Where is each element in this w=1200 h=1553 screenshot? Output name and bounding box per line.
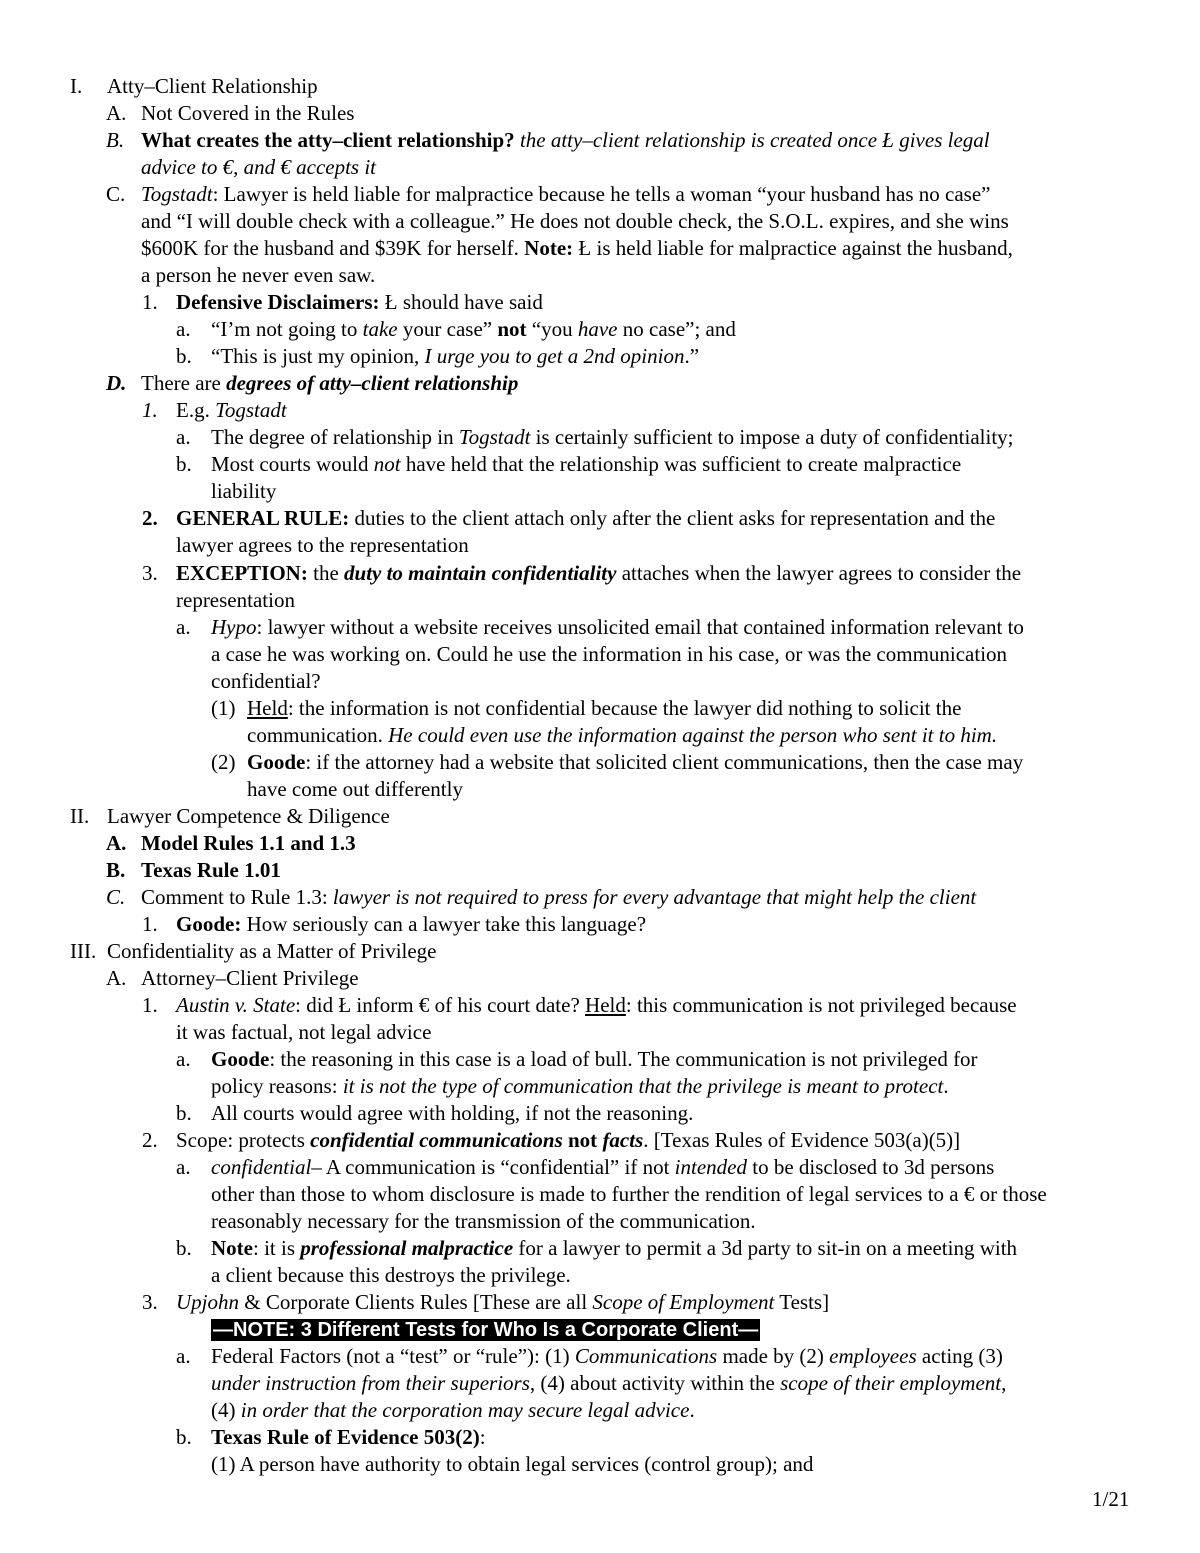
text-run: no case”; and xyxy=(617,317,736,341)
text-run: – A communication is “confidential” if not xyxy=(311,1155,675,1179)
text-run: a client because this destroys the privilege. xyxy=(211,1263,571,1287)
text-run: (1) A person have authority to obtain legal services (control group); and xyxy=(211,1452,814,1476)
text-run: attaches when the lawyer agrees to consider the xyxy=(616,561,1022,585)
outline-marker: (1) xyxy=(211,696,236,720)
text-run: Attorney–Client Privilege xyxy=(141,966,359,990)
outline-text xyxy=(211,614,1024,641)
outline-marker: 3. xyxy=(142,1290,158,1314)
outline-marker: a. xyxy=(176,615,191,639)
text-run: confidential xyxy=(211,1155,312,1179)
outline-text xyxy=(141,235,1013,262)
text-run: Tests] xyxy=(774,1290,830,1314)
text-run: in order that the corporation may secure legal advice xyxy=(240,1398,690,1422)
text-run: : the information is not confidential because the lawyer did nothing to solicit the xyxy=(287,696,962,720)
outline-text xyxy=(211,1073,949,1100)
outline-marker: C. xyxy=(106,182,126,206)
outline-text xyxy=(141,262,375,289)
outline-text xyxy=(247,776,463,803)
text-run: GENERAL RULE: xyxy=(176,506,350,530)
text-run: Atty–Client Relationship xyxy=(107,74,318,98)
outline-text xyxy=(211,668,321,695)
text-run: Not Covered in the Rules xyxy=(141,101,355,125)
text-run: “This is just my opinion, xyxy=(211,344,425,368)
outline-marker: a. xyxy=(176,425,191,449)
outline-text xyxy=(107,73,318,100)
outline-text xyxy=(211,1046,978,1073)
text-run: and “I will double check with a colleague.” He does not double check, the S.O.L. expires, and she wins xyxy=(141,209,1009,233)
outline-marker: B. xyxy=(106,128,125,152)
outline-marker: 1. xyxy=(142,993,158,1017)
outline-text xyxy=(247,722,997,749)
text-run: How seriously can a lawyer take this language? xyxy=(241,912,647,936)
text-run: $600K for the husband and $39K for herself. xyxy=(141,236,525,260)
text-run: Defensive Disclaimers: xyxy=(176,290,380,314)
outline-text xyxy=(176,992,1017,1019)
text-run: other than those to whom disclosure is made to further the rendition of legal services to a € or those xyxy=(211,1182,1047,1206)
text-run: Texas Rule 1.01 xyxy=(141,858,281,882)
text-run: not xyxy=(568,1128,598,1152)
text-run: it was factual, not legal advice xyxy=(176,1020,432,1044)
outline-text xyxy=(176,560,1021,587)
text-run: Togstadt xyxy=(141,182,213,206)
outline-text xyxy=(176,532,469,559)
outline-text xyxy=(247,695,961,722)
text-run: What creates the atty–client relationship? xyxy=(141,128,515,152)
page-number: 1/21 xyxy=(1092,1487,1130,1511)
outline-text xyxy=(176,397,287,424)
text-run: have come out differently xyxy=(247,777,463,801)
text-run: There are xyxy=(141,371,227,395)
text-run: representation xyxy=(176,588,295,612)
outline-text xyxy=(211,1370,1006,1397)
outline-text xyxy=(141,181,990,208)
text-run: lawyer is not required to press for every advantage that might help the client xyxy=(332,885,977,909)
outline-text xyxy=(211,1343,1003,1370)
text-run: Austin v. State xyxy=(176,993,296,1017)
text-run: : lawyer without a website receives unsolicited email that contained information relevant to xyxy=(256,615,1024,639)
outline-text xyxy=(211,316,736,343)
text-run: . xyxy=(689,1398,695,1422)
text-run: advice to €, and € accepts it xyxy=(141,155,377,179)
text-run: Held xyxy=(585,993,626,1017)
text-run: the atty–client relationship is created once Ł gives legal xyxy=(519,128,990,152)
text-run: (4) xyxy=(211,1398,241,1422)
text-run: Communications xyxy=(574,1344,718,1368)
outline-text xyxy=(211,641,1007,668)
text-run: EXCEPTION: xyxy=(176,561,308,585)
text-run: degrees of atty–client relationship xyxy=(226,371,519,395)
text-run: Upjohn xyxy=(176,1290,239,1314)
outline-text xyxy=(211,1424,486,1451)
text-run: communication. xyxy=(247,723,389,747)
outline-text xyxy=(211,1208,756,1235)
text-run: it is not the type of communication that the privilege is meant to protect xyxy=(342,1074,944,1098)
outline-text xyxy=(176,505,995,532)
text-run: facts xyxy=(602,1128,644,1152)
text-run: scope of their employment xyxy=(780,1371,1002,1395)
text-run: have xyxy=(577,317,618,341)
text-run: acting (3) xyxy=(916,1344,1003,1368)
outline-marker: 1. xyxy=(142,912,158,936)
text-run: Togstadt xyxy=(215,398,287,422)
text-run: : if the attorney had a website that solicited client communications, then the case may xyxy=(305,750,1024,774)
text-run: , xyxy=(1001,1371,1007,1395)
outline-text xyxy=(141,884,976,911)
outline-marker: 2. xyxy=(142,506,158,530)
outline-text xyxy=(211,1181,1047,1208)
text-run: Ł should have said xyxy=(379,290,543,314)
outline-marker: C. xyxy=(106,885,126,909)
outline-text xyxy=(176,1289,829,1316)
outline-text xyxy=(176,289,543,316)
outline-text xyxy=(211,1235,1017,1262)
text-run: Goode: xyxy=(176,912,242,936)
outline-text xyxy=(141,100,354,127)
outline-marker: b. xyxy=(176,1101,192,1125)
text-run: I urge you to get a 2nd opinion xyxy=(424,344,685,368)
outline-text xyxy=(141,208,1009,235)
text-run: duties to the client attach only after the client asks for representation and the xyxy=(349,506,996,530)
text-run: Confidentiality as a Matter of Privilege xyxy=(107,939,437,963)
text-run: & Corporate Clients Rules [These are all xyxy=(239,1290,593,1314)
text-run: Ł is held liable for malpractice against the husband, xyxy=(573,236,1013,260)
text-run: Togstadt xyxy=(458,425,531,449)
text-run: He could even use the information against the person who sent it to him. xyxy=(388,723,998,747)
outline-text xyxy=(107,938,437,965)
text-run: to be disclosed to 3d persons xyxy=(746,1155,995,1179)
text-run: “you xyxy=(526,317,578,341)
text-run: “I’m not going to xyxy=(211,317,363,341)
outline-text xyxy=(176,911,646,938)
text-run: your case” xyxy=(397,317,498,341)
outline-text xyxy=(176,1019,431,1046)
text-run: confidential communications xyxy=(310,1128,563,1152)
outline-marker: (2) xyxy=(211,750,236,774)
text-run: a case he was working on. Could he use the information in his case, or was the communication xyxy=(211,642,1008,666)
outline-marker: b. xyxy=(176,452,192,476)
text-run: confidential? xyxy=(211,669,321,693)
outline-text xyxy=(211,1262,571,1289)
outline-text xyxy=(141,154,376,181)
outline-text xyxy=(141,370,518,397)
outline-text xyxy=(211,451,961,478)
text-run: professional malpractice xyxy=(300,1236,514,1260)
text-run: : Lawyer is held liable for malpractice because he tells a woman “your husband has no case” xyxy=(212,182,991,206)
text-run: a person he never even saw. xyxy=(141,263,376,287)
text-run: made by (2) xyxy=(717,1344,830,1368)
outline-marker: A. xyxy=(106,966,127,990)
outline-text xyxy=(107,803,390,830)
outline-marker: A. xyxy=(106,101,127,125)
text-run: : did Ł inform € of his court date? xyxy=(295,993,586,1017)
outline-marker: 3. xyxy=(142,561,158,585)
outline-marker: a. xyxy=(176,1047,191,1071)
text-run: is certainly sufficient to impose a duty of confidentiality; xyxy=(530,425,1014,449)
text-run: not xyxy=(373,452,401,476)
text-run: for a lawyer to permit a 3d party to sit-in on a meeting with xyxy=(513,1236,1018,1260)
text-run: the xyxy=(307,561,345,585)
text-run: Goode xyxy=(211,1047,270,1071)
text-run: E.g. xyxy=(176,398,216,422)
outline-marker: III. xyxy=(70,939,97,963)
text-run: Scope: protects xyxy=(176,1128,311,1152)
text-run: Note: xyxy=(524,236,574,260)
outline-marker: A. xyxy=(106,831,127,855)
text-run: Held xyxy=(247,696,288,720)
outline-text xyxy=(211,1316,760,1343)
outline-marker: D. xyxy=(106,371,127,395)
text-run: .” xyxy=(684,344,700,368)
outline-marker: a. xyxy=(176,317,191,341)
outline-text xyxy=(176,587,295,614)
text-run: All courts would agree with holding, if not the reasoning. xyxy=(211,1101,694,1125)
text-run: , (4) about activity within the xyxy=(529,1371,781,1395)
text-run: : the reasoning in this case is a load of bull. The communication is not privileged for xyxy=(269,1047,978,1071)
text-run: policy reasons: xyxy=(211,1074,343,1098)
text-run: . [Texas Rules of Evidence 503(a)(5)] xyxy=(643,1128,961,1152)
outline-text xyxy=(211,1397,695,1424)
text-run: take xyxy=(362,317,398,341)
text-run: reasonably necessary for the transmission of the communication. xyxy=(211,1209,756,1233)
outline-text xyxy=(247,749,1023,776)
text-run: Comment to Rule 1.3: xyxy=(141,885,333,909)
outline-marker: B. xyxy=(106,858,126,882)
text-run: Note xyxy=(211,1236,253,1260)
text-run: Goode xyxy=(247,750,306,774)
text-run: duty to maintain confidentiality xyxy=(344,561,617,585)
outline-marker: b. xyxy=(176,1425,192,1449)
text-run: Lawyer Competence & Diligence xyxy=(107,804,390,828)
outline-text xyxy=(211,1451,813,1478)
outline-text xyxy=(141,127,990,154)
outline-marker: I. xyxy=(70,74,83,98)
outline-text xyxy=(211,1154,994,1181)
outline-text xyxy=(141,830,356,857)
outline-text xyxy=(211,424,1014,451)
outline-marker: II. xyxy=(70,804,90,828)
outline-text xyxy=(211,1100,693,1127)
text-run: Texas Rule of Evidence 503(2) xyxy=(211,1425,480,1449)
outline-marker: b. xyxy=(176,344,192,368)
text-run: Scope of Employment xyxy=(592,1290,775,1314)
text-run: liability xyxy=(211,479,277,503)
outline-text xyxy=(141,965,359,992)
outline-text xyxy=(211,478,276,505)
text-run: intended xyxy=(674,1155,747,1179)
text-run: not xyxy=(497,317,527,341)
note-banner: —NOTE: 3 Different Tests for Who Is a Corporate Client— xyxy=(213,1319,759,1341)
outline-text xyxy=(211,343,699,370)
outline-marker: a. xyxy=(176,1155,191,1179)
text-run: employees xyxy=(829,1344,917,1368)
text-run: . xyxy=(943,1074,949,1098)
text-run: : this communication is not privileged because xyxy=(625,993,1017,1017)
text-run: Model Rules 1.1 and 1.3 xyxy=(141,831,356,855)
text-run: Federal Factors (not a “test” or “rule”): (1) xyxy=(211,1344,575,1368)
outline-marker: b. xyxy=(176,1236,192,1260)
outline-marker: 1. xyxy=(142,398,158,422)
outline-text xyxy=(141,857,281,884)
text-run: The degree of relationship in xyxy=(211,425,459,449)
text-run: : it is xyxy=(252,1236,301,1260)
text-run: : xyxy=(479,1425,486,1449)
text-run: Most courts would xyxy=(211,452,374,476)
text-run: have held that the relationship was sufficient to create malpractice xyxy=(400,452,962,476)
text-run: under instruction from their superiors xyxy=(211,1371,530,1395)
text-run: lawyer agrees to the representation xyxy=(176,533,469,557)
outline-text xyxy=(176,1127,960,1154)
outline-marker: a. xyxy=(176,1344,191,1368)
outline-marker: 1. xyxy=(142,290,158,314)
text-run: Hypo xyxy=(211,615,257,639)
outline-marker: 2. xyxy=(142,1128,158,1152)
